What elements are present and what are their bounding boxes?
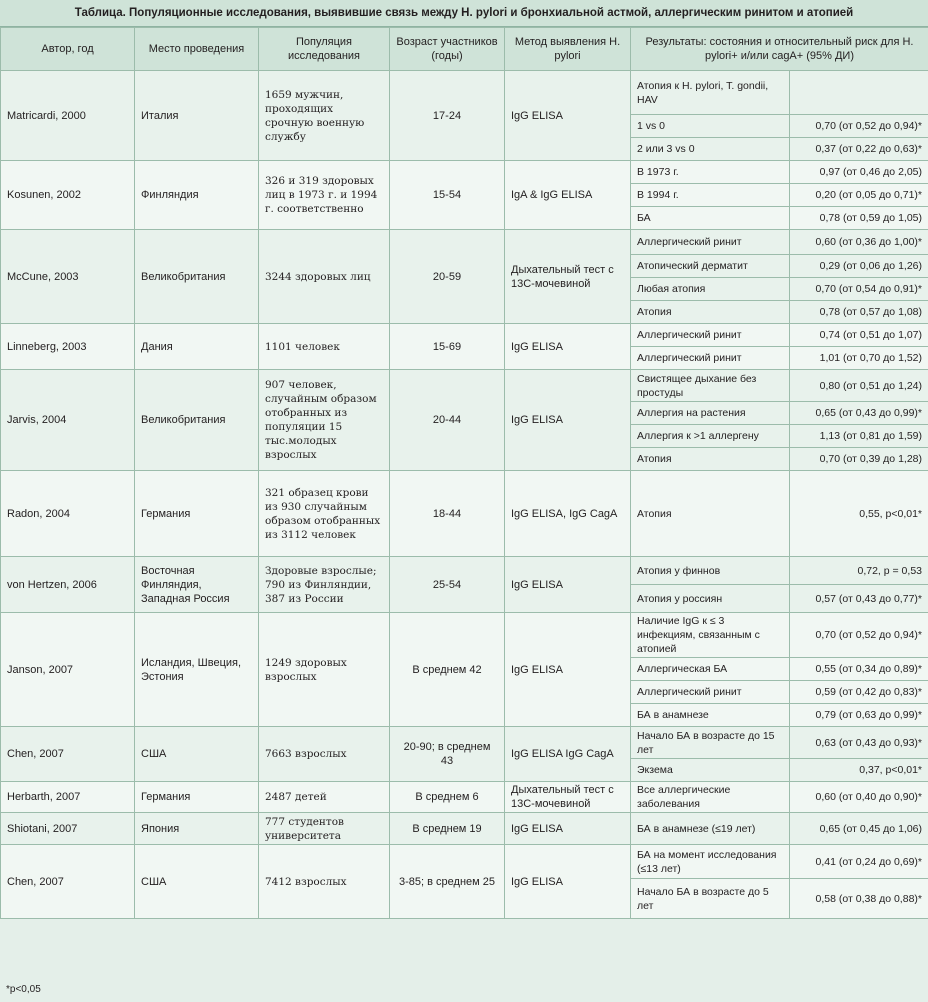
header-place: Место проведения [135, 28, 259, 71]
study-method: IgG ELISA [505, 557, 631, 613]
result-condition: В 1973 г. [631, 161, 790, 184]
study-method: IgA & IgG ELISA [505, 161, 631, 230]
study-place: Япония [135, 813, 259, 845]
study-author: von Hertzen, 2006 [1, 557, 135, 613]
result-condition: Аллергический ринит [631, 347, 790, 370]
study-population: 7663 взрослых [259, 727, 390, 782]
result-condition: Аллергия к >1 аллергену [631, 425, 790, 448]
study-age: 18-44 [390, 471, 505, 557]
result-value: 0,57 (от 0,43 до 0,77)* [790, 585, 928, 613]
result-condition: Атопия у россиян [631, 585, 790, 613]
study-place: Германия [135, 471, 259, 557]
result-value: 0,55, p<0,01* [790, 471, 928, 557]
result-condition: Атопия [631, 448, 790, 471]
result-value: 0,59 (от 0,42 до 0,83)* [790, 681, 928, 704]
result-condition: Аллергический ринит [631, 681, 790, 704]
study-age: 20-44 [390, 370, 505, 471]
table-row [1, 230, 928, 255]
header-author: Автор, год [1, 28, 135, 71]
study-method: IgG ELISA IgG CagA [505, 727, 631, 782]
result-value: 0,78 (от 0,57 до 1,08) [790, 301, 928, 324]
result-value: 0,55 (от 0,34 до 0,89)* [790, 658, 928, 681]
result-condition: Атопия к H. pylori, T. gondii, HAV [631, 71, 790, 115]
result-value: 0,65 (от 0,45 до 1,06) [790, 813, 928, 845]
study-age: 15-69 [390, 324, 505, 370]
result-value: 0,60 (от 0,36 до 1,00)* [790, 230, 928, 255]
study-age: 3-85; в среднем 25 [390, 845, 505, 919]
result-value: 0,20 (от 0,05 до 0,71)* [790, 184, 928, 207]
study-population: 1659 мужчин, проходящих срочную военную службу [259, 71, 390, 161]
result-value: 0,41 (от 0,24 до 0,69)* [790, 845, 928, 879]
result-condition: Аллергический ринит [631, 230, 790, 255]
result-condition: Атопический дерматит [631, 255, 790, 278]
study-author: Herbarth, 2007 [1, 782, 135, 813]
study-place: Германия [135, 782, 259, 813]
study-method: IgG ELISA [505, 324, 631, 370]
table-row [1, 370, 928, 402]
footnote: *p<0,05 [0, 978, 928, 1002]
result-condition: БА в анамнезе [631, 704, 790, 727]
result-value: 0,70 (от 0,52 до 0,94)* [790, 613, 928, 658]
study-method: IgG ELISA [505, 71, 631, 161]
result-value: 0,37, p<0,01* [790, 759, 928, 782]
table-row [1, 813, 928, 845]
result-condition: Свистящее дыхание без простуды [631, 370, 790, 402]
study-author: Shiotani, 2007 [1, 813, 135, 845]
study-author: Matricardi, 2000 [1, 71, 135, 161]
header-population: Популяция исследования [259, 28, 390, 71]
study-method: Дыхательный тест с 13С-мочевиной [505, 230, 631, 324]
study-place: Исландия, Швеция, Эстония [135, 613, 259, 727]
result-condition: Любая атопия [631, 278, 790, 301]
study-age: 20-90; в среднем 43 [390, 727, 505, 782]
study-method: IgG ELISA [505, 370, 631, 471]
result-condition: Аллергический ринит [631, 324, 790, 347]
studies-table [0, 27, 928, 919]
table-row [1, 845, 928, 879]
result-value: 0,63 (от 0,43 до 0,93)* [790, 727, 928, 759]
result-condition: Все аллергические заболевания [631, 782, 790, 813]
result-value: 0,97 (от 0,46 до 2,05) [790, 161, 928, 184]
result-condition: БА на момент исследования (≤13 лет) [631, 845, 790, 879]
result-value: 0,79 (от 0,63 до 0,99)* [790, 704, 928, 727]
result-value: 0,37 (от 0,22 до 0,63)* [790, 138, 928, 161]
result-condition: БА в анамнезе (≤19 лет) [631, 813, 790, 845]
study-population: 7412 взрослых [259, 845, 390, 919]
result-condition: В 1994 г. [631, 184, 790, 207]
study-method: IgG ELISA [505, 613, 631, 727]
table-row [1, 557, 928, 585]
study-population: 326 и 319 здоровых лиц в 1973 г. и 1994 г. соответственно [259, 161, 390, 230]
study-method: IgG ELISA [505, 813, 631, 845]
result-condition: БА [631, 207, 790, 230]
study-author: Kosunen, 2002 [1, 161, 135, 230]
result-condition: Аллергия на растения [631, 402, 790, 425]
study-author: Linneberg, 2003 [1, 324, 135, 370]
result-condition: Начало БА в возрасте до 5 лет [631, 879, 790, 919]
study-author: McCune, 2003 [1, 230, 135, 324]
result-condition: Атопия у финнов [631, 557, 790, 585]
study-place: Финляндия [135, 161, 259, 230]
study-population: 3244 здоровых лиц [259, 230, 390, 324]
result-condition: 2 или 3 vs 0 [631, 138, 790, 161]
header-method: Метод выявления H. pylori [505, 28, 631, 71]
result-value: 0,80 (от 0,51 до 1,24) [790, 370, 928, 402]
study-place: Италия [135, 71, 259, 161]
table-row [1, 71, 928, 115]
study-place: Восточная Финляндия, Западная Россия [135, 557, 259, 613]
header-age: Возраст участников (годы) [390, 28, 505, 71]
study-population: 2487 детей [259, 782, 390, 813]
table-row [1, 471, 928, 557]
table-title: Таблица. Популяционные исследования, выявившие связь между H. pylori и бронхиальной астмой, аллергическим ринитом и атопией [0, 0, 928, 27]
study-place: Великобритания [135, 230, 259, 324]
study-age: 25-54 [390, 557, 505, 613]
study-place: США [135, 727, 259, 782]
study-place: Дания [135, 324, 259, 370]
study-place: Великобритания [135, 370, 259, 471]
result-value: 0,70 (от 0,54 до 0,91)* [790, 278, 928, 301]
result-value: 0,78 (от 0,59 до 1,05) [790, 207, 928, 230]
study-population: 777 студентов университета [259, 813, 390, 845]
study-author: Chen, 2007 [1, 727, 135, 782]
result-condition: Атопия [631, 471, 790, 557]
study-age: В среднем 42 [390, 613, 505, 727]
study-author: Radon, 2004 [1, 471, 135, 557]
table-row [1, 727, 928, 759]
header-results: Результаты: состояния и относительный риск для H. pylori+ и/или cagA+ (95% ДИ) [631, 28, 928, 71]
table-row [1, 613, 928, 658]
study-age: 15-54 [390, 161, 505, 230]
result-condition: Экзема [631, 759, 790, 782]
study-method: IgG ELISA [505, 845, 631, 919]
result-value: 1,01 (от 0,70 до 1,52) [790, 347, 928, 370]
study-age: 17-24 [390, 71, 505, 161]
result-value: 0,65 (от 0,43 до 0,99)* [790, 402, 928, 425]
result-condition: 1 vs 0 [631, 115, 790, 138]
result-value: 0,74 (от 0,51 до 1,07) [790, 324, 928, 347]
study-population: 1101 человек [259, 324, 390, 370]
study-population: Здоровые взрослые; 790 из Финляндии, 387 из России [259, 557, 390, 613]
table-row [1, 161, 928, 184]
study-author: Janson, 2007 [1, 613, 135, 727]
header-row [1, 28, 928, 71]
table-row [1, 324, 928, 347]
study-author: Chen, 2007 [1, 845, 135, 919]
study-population: 907 человек, случайным образом отобранных из популяции 15 тыс.молодых взрослых [259, 370, 390, 471]
result-condition: Аллергическая БА [631, 658, 790, 681]
study-method: Дыхательный тест с 13С-мочевиной [505, 782, 631, 813]
result-value: 0,58 (от 0,38 до 0,88)* [790, 879, 928, 919]
study-age: В среднем 6 [390, 782, 505, 813]
table-row [1, 782, 928, 813]
study-place: США [135, 845, 259, 919]
result-value: 0,60 (от 0,40 до 0,90)* [790, 782, 928, 813]
result-value: 0,72, p = 0,53 [790, 557, 928, 585]
study-author: Jarvis, 2004 [1, 370, 135, 471]
result-value: 0,70 (от 0,52 до 0,94)* [790, 115, 928, 138]
result-value [790, 71, 928, 115]
result-condition: Начало БА в возрасте до 15 лет [631, 727, 790, 759]
study-age: 20-59 [390, 230, 505, 324]
study-method: IgG ELISA, IgG CagA [505, 471, 631, 557]
result-value: 0,70 (от 0,39 до 1,28) [790, 448, 928, 471]
study-population: 1249 здоровых взрослых [259, 613, 390, 727]
result-condition: Наличие IgG к ≤ 3 инфекциям, связанным с атопией [631, 613, 790, 658]
result-value: 1,13 (от 0,81 до 1,59) [790, 425, 928, 448]
study-population: 321 образец крови из 930 случайным образом отобранных из 3112 человек [259, 471, 390, 557]
result-value: 0,29 (от 0,06 до 1,26) [790, 255, 928, 278]
study-age: В среднем 19 [390, 813, 505, 845]
result-condition: Атопия [631, 301, 790, 324]
